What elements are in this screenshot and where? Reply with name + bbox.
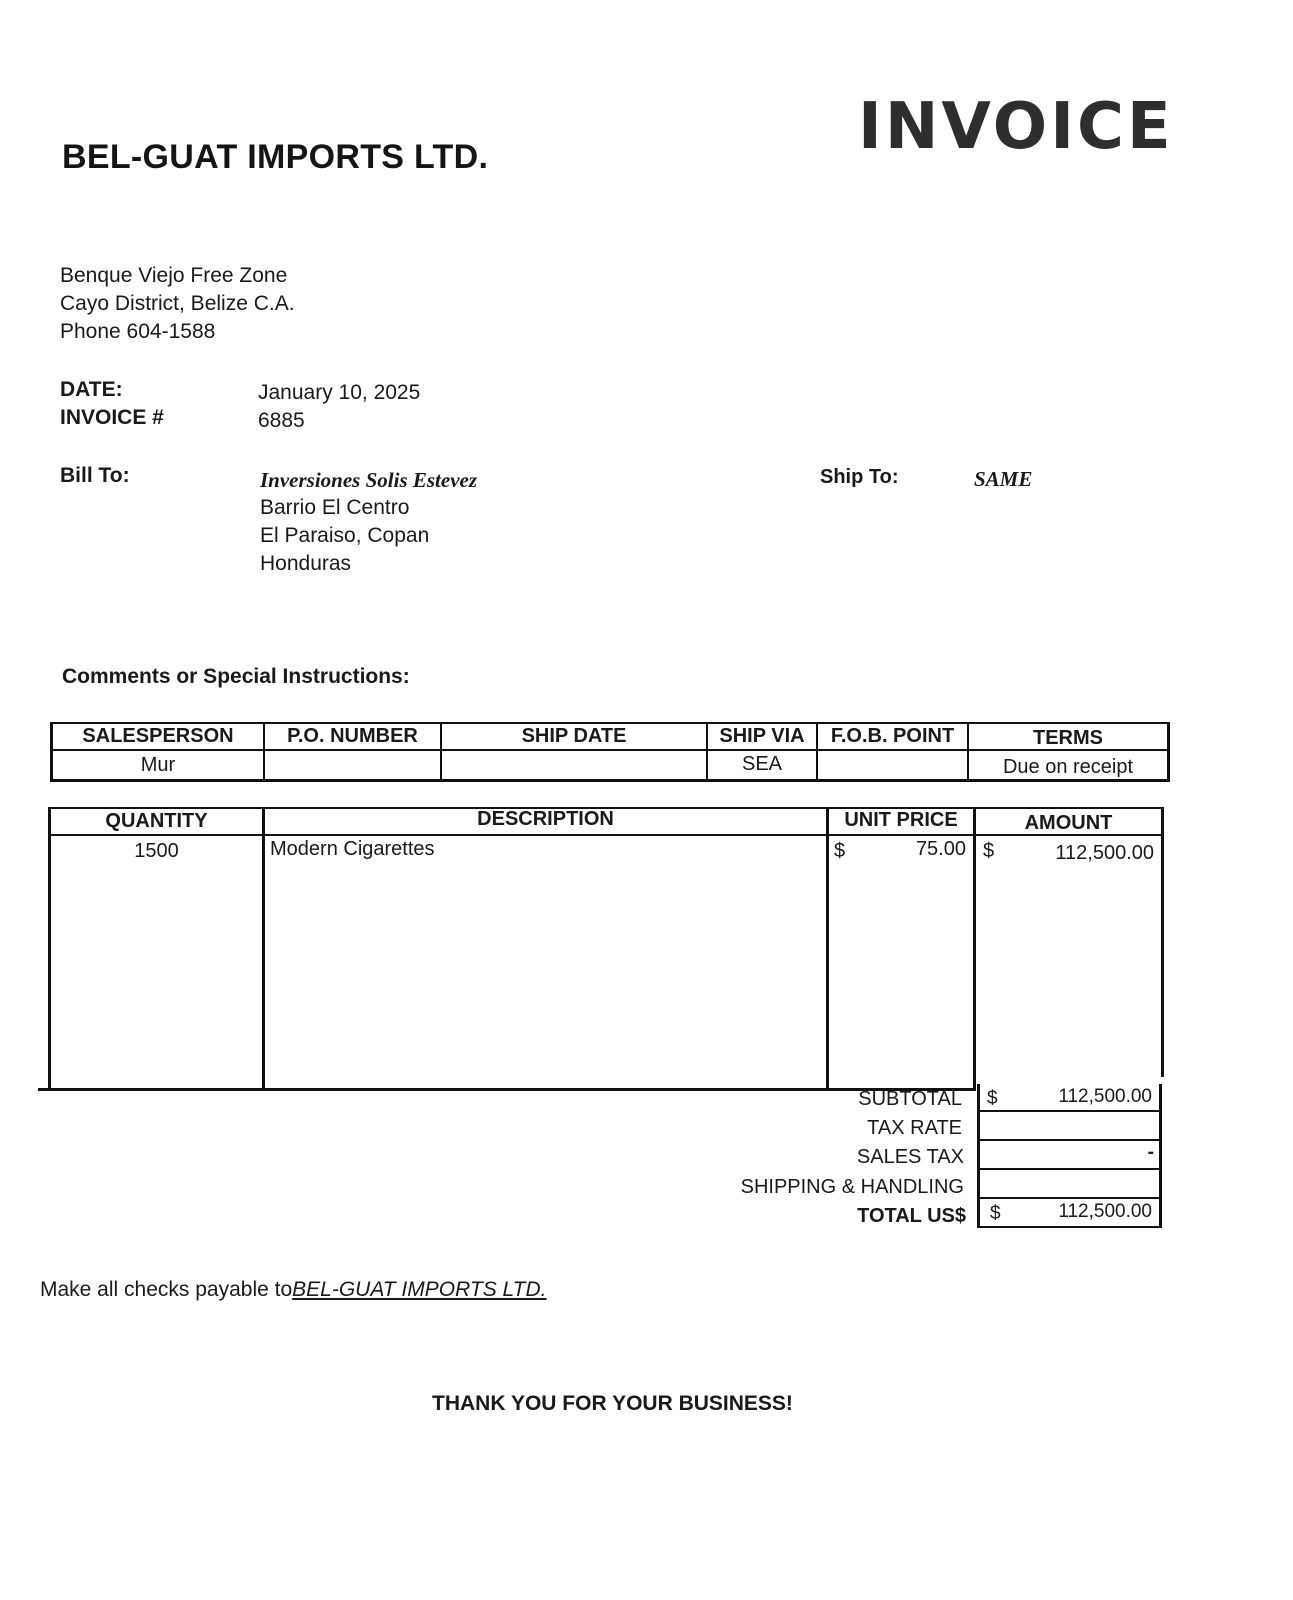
seller-address xyxy=(60,262,295,346)
order-table-bottom-border xyxy=(50,779,1170,782)
checks-payable-text: Make all checks payable to xyxy=(40,1278,293,1301)
address-line-2: Cayo District, Belize C.A. xyxy=(60,292,295,315)
bill-to-line-1: Barrio El Centro xyxy=(260,496,410,519)
company-name: BEL-GUAT IMPORTS LTD. xyxy=(62,138,489,176)
items-table-divider xyxy=(826,807,829,1090)
date-label: DATE: xyxy=(60,378,123,401)
totals-right-border xyxy=(1159,1084,1162,1228)
order-header-ship-date: SHIP DATE xyxy=(521,725,627,747)
item-unit-price: 75.00 xyxy=(915,838,966,860)
total-currency: $ xyxy=(990,1203,1001,1224)
ship-to-label: Ship To: xyxy=(820,466,899,488)
order-header-ship-via: SHIP VIA xyxy=(719,725,805,747)
item-amount-currency: $ xyxy=(983,840,995,862)
totals-bottom-border xyxy=(977,1226,1162,1228)
order-table-top-border xyxy=(50,722,1170,724)
subtotal-value: 112,500.00 xyxy=(1058,1086,1152,1107)
shipping-handling-label: SHIPPING & HANDLING xyxy=(740,1176,964,1198)
total-label: TOTAL US$ xyxy=(857,1205,966,1227)
sales-tax-label: SALES TAX xyxy=(856,1146,964,1168)
comments-label: Comments or Special Instructions: xyxy=(62,665,410,688)
order-value-ship-via: SEA xyxy=(741,753,783,775)
items-header-description: DESCRIPTION xyxy=(477,808,614,830)
subtotal-label: SUBTOTAL xyxy=(858,1088,962,1110)
order-header-terms: TERMS xyxy=(1033,727,1103,749)
items-table-right-border xyxy=(1161,807,1164,1077)
order-header-po-number: P.O. NUMBER xyxy=(287,725,418,747)
totals-left-border xyxy=(977,1084,980,1228)
totals-row-border xyxy=(977,1197,1162,1199)
items-table-divider xyxy=(262,807,265,1090)
subtotal-currency: $ xyxy=(987,1088,998,1109)
document-title: INVOICE xyxy=(858,90,1174,164)
totals-row-border xyxy=(977,1168,1162,1170)
order-value-salesperson: Mur xyxy=(140,754,176,776)
invoice-number-value: 6885 xyxy=(258,409,305,432)
totals-row-border xyxy=(977,1110,1162,1112)
address-phone: Phone 604-1588 xyxy=(60,320,216,343)
bill-to-label: Bill To: xyxy=(60,464,130,487)
order-header-fob-point: F.O.B. POINT xyxy=(830,725,955,747)
ship-to-value: SAME xyxy=(974,467,1033,491)
items-header-unit-price: UNIT PRICE xyxy=(844,809,958,831)
item-unit-price-currency: $ xyxy=(834,840,846,862)
tax-rate-label: TAX RATE xyxy=(867,1117,962,1139)
thank-you-message: THANK YOU FOR YOUR BUSINESS! xyxy=(432,1392,793,1415)
address-line-1: Benque Viejo Free Zone xyxy=(60,264,288,287)
items-header-amount: AMOUNT xyxy=(1024,812,1113,834)
order-value-terms: Due on receipt xyxy=(1002,756,1134,778)
date-value: January 10, 2025 xyxy=(258,381,421,404)
total-value: 112,500.00 xyxy=(1058,1201,1152,1222)
bill-to-name: Inversiones Solis Estevez xyxy=(260,468,478,492)
item-quantity: 1500 xyxy=(134,840,179,862)
order-header-salesperson: SALESPERSON xyxy=(82,725,234,747)
order-table-right-border xyxy=(1167,722,1170,781)
bill-to-line-2: El Paraiso, Copan xyxy=(260,524,430,547)
items-table-divider xyxy=(973,807,976,1090)
invoice-number-label: INVOICE # xyxy=(60,406,164,429)
checks-payee: BEL-GUAT IMPORTS LTD. xyxy=(292,1278,547,1301)
totals-row-border xyxy=(977,1139,1162,1141)
checks-payable-note xyxy=(40,1278,547,1302)
bill-to-line-3: Honduras xyxy=(260,552,352,575)
item-description: Modern Cigarettes xyxy=(270,838,435,860)
bill-to-block xyxy=(260,466,477,578)
items-header-quantity: QUANTITY xyxy=(105,810,208,832)
sales-tax-value: - xyxy=(1147,1142,1154,1163)
item-amount: 112,500.00 xyxy=(1055,842,1154,864)
